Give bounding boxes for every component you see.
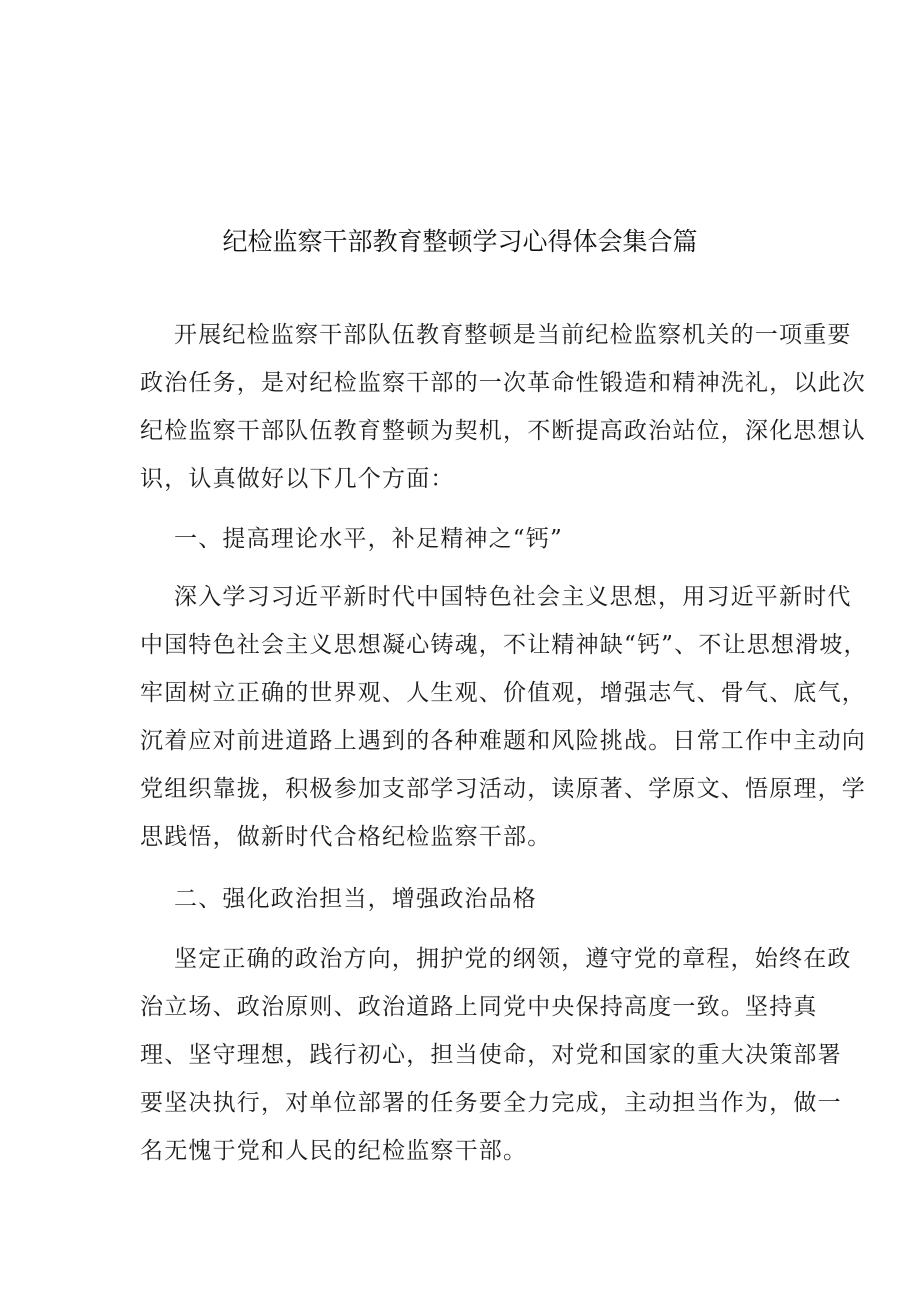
paragraph-line: 开展纪检监察干部队伍教育整顿是当前纪检监察机关的一项重要 <box>174 322 852 348</box>
section-heading: 一、提高理论水平，补足精神之“钙” <box>174 526 563 552</box>
paragraph-line: 牢固树立正确的世界观、人生观、价值观，增强志气、骨气、底气， <box>140 680 866 706</box>
paragraph-line: 识，认真做好以下几个方面： <box>140 466 455 492</box>
paragraph-line: 中国特色社会主义思想凝心铸魂，不让精神缺“钙”、不让思想滑坡， <box>140 632 868 658</box>
paragraph-line: 治立场、政治原则、政治道路上同党中央保持高度一致。坚持真 <box>140 994 818 1020</box>
paragraph-line: 纪检监察干部队伍教育整顿为契机，不断提高政治站位，深化思想认 <box>140 418 866 444</box>
paragraph-line: 要坚决执行，对单位部署的任务要全力完成，主动担当作为，做一 <box>140 1090 842 1116</box>
document-title: 纪检监察干部教育整顿学习心得体会集合篇 <box>222 227 698 256</box>
paragraph-line: 理、坚守理想，践行初心，担当使命，对党和国家的重大决策部署 <box>140 1042 842 1068</box>
paragraph-line: 坚定正确的政治方向，拥护党的纲领，遵守党的章程，始终在政 <box>174 946 852 972</box>
paragraph-line: 思践悟，做新时代合格纪检监察干部。 <box>140 824 552 850</box>
paragraph-line: 名无愧于党和人民的纪检监察干部。 <box>140 1138 528 1164</box>
paragraph-line: 沉着应对前进道路上遇到的各种难题和风险挑战。日常工作中主动向 <box>140 728 866 754</box>
section-heading: 二、强化政治担当，增强政治品格 <box>174 886 537 912</box>
paragraph-line: 政治任务，是对纪检监察干部的一次革命性锻造和精神洗礼，以此次 <box>140 370 866 396</box>
paragraph-line: 党组织靠拢，积极参加支部学习活动，读原著、学原文、悟原理，学 <box>140 776 866 802</box>
paragraph-line: 深入学习习近平新时代中国特色社会主义思想，用习近平新时代 <box>174 584 852 610</box>
